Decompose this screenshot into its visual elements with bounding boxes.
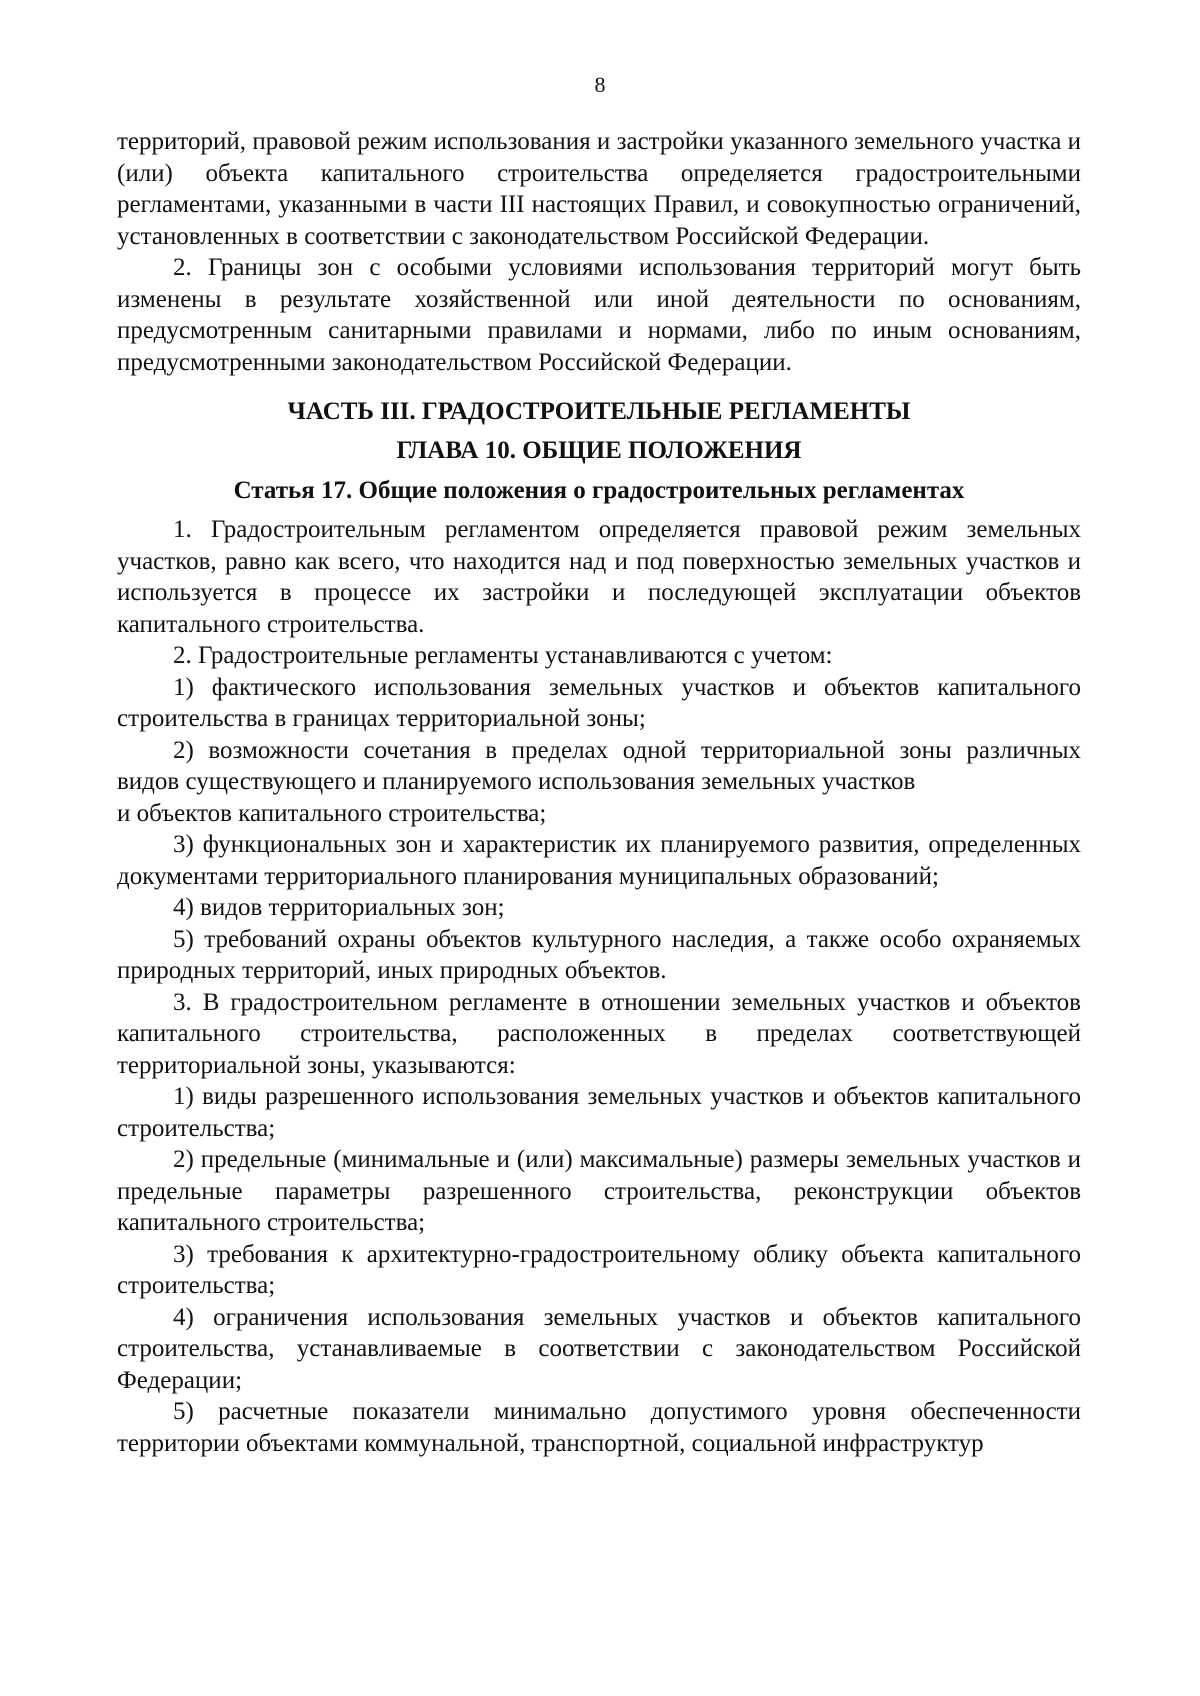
list-item-2-4: 4) видов территориальных зон; xyxy=(173,894,505,921)
article-heading: Статья 17. Общие положения о градостроительных регламентах xyxy=(233,477,965,504)
article-paragraph-1: 1. Градостроительным регламентом определяется правовой режим земельных участков, равно как всего, что находится над и под поверхностью земельных участков и используется в процессе их застройки и последующей эксплуатации объектов капитального строительства. xyxy=(117,516,1081,638)
list-item-3-4: 4) ограничения использования земельных участков и объектов капитального строительства, устанавливаемые в соответствии с законодательством Российской Федерации; xyxy=(117,1303,1081,1394)
list-item-2-1: 1) фактического использования земельных участков и объектов капитального строительства в границах территориальной зоны; xyxy=(117,673,1081,732)
article-paragraph-2: 2. Градостроительные регламенты устанавливаются с учетом: xyxy=(173,642,833,669)
document-body xyxy=(117,126,1081,1459)
page-number: 8 xyxy=(594,72,606,97)
list-item-3-3: 3) требования к архитектурно-градостроительному облику объекта капитального строительства; xyxy=(117,1240,1081,1299)
paragraph-continuation: территорий, правовой режим использования и застройки указанного земельного участка и (или) объекта капитального строительства определяется градостроительными регламентами, указанными в части III настоящих Правил, и совокупностью ограничений, установленных в соответствии с законодательством Российской Федерации. xyxy=(117,128,1081,250)
chapter-heading: ГЛАВА 10. ОБЩИЕ ПОЛОЖЕНИЯ xyxy=(396,437,802,464)
part-heading: ЧАСТЬ III. ГРАДОСТРОИТЕЛЬНЫЕ РЕГЛАМЕНТЫ xyxy=(287,398,911,425)
list-item-2-5: 5) требований охраны объектов культурного наследия, а также особо охраняемых природных территорий, иных природных объектов. xyxy=(117,925,1081,984)
list-item-2-2-continuation: и объектов капитального строительства; xyxy=(117,799,547,827)
article-paragraph-3: 3. В градостроительном регламенте в отношении земельных участков и объектов капитального строительства, расположенных в пределах соответствующей территориальной зоны, указываются: xyxy=(117,988,1081,1079)
list-item-3-1: 1) виды разрешенного использования земельных участков и объектов капитального строительства; xyxy=(117,1083,1081,1142)
paragraph-zone-boundaries: 2. Границы зон с особыми условиями использования территорий могут быть изменены в результате хозяйственной или иной деятельности по основаниям, предусмотренным санитарными правилами и нормами, либо по иным основаниям, предусмотренными законодательством Российской Федерации. xyxy=(117,254,1081,376)
list-item-2-2: 2) возможности сочетания в пределах одной территориальной зоны различных видов существующего и планируемого использования земельных участков xyxy=(117,736,1081,795)
list-item-2-3: 3) функциональных зон и характеристик их планируемого развития, определенных документами территориального планирования муниципальных образований; xyxy=(117,831,1081,890)
list-item-3-5: 5) расчетные показатели минимально допустимого уровня обеспеченности территории объектами коммунальной, транспортной, социальной инфраструктур xyxy=(117,1398,1081,1457)
list-item-3-2: 2) предельные (минимальные и (или) максимальные) размеры земельных участков и предельные параметры разрешенного строительства, реконструкции объектов капитального строительства; xyxy=(117,1146,1081,1236)
